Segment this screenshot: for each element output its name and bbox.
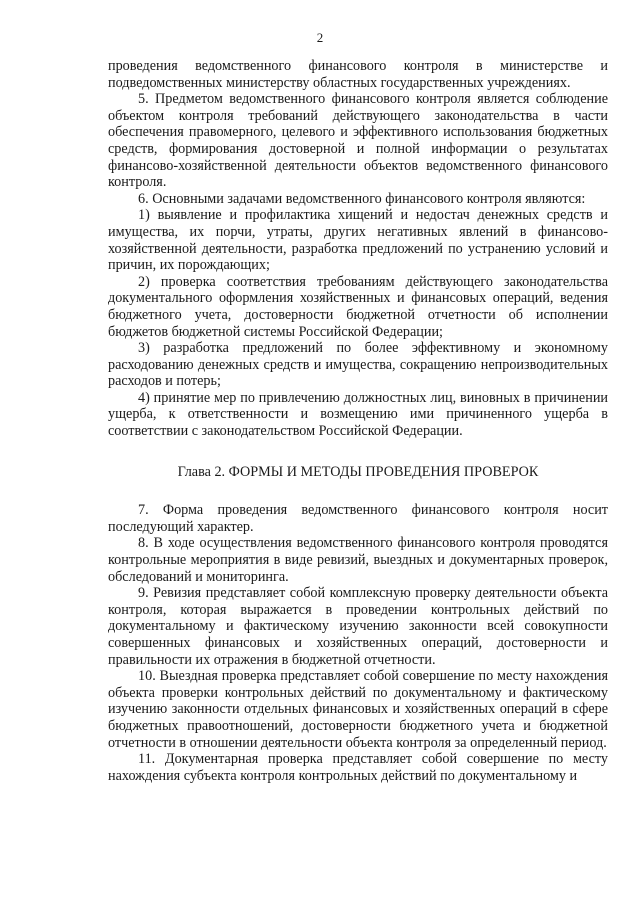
chapter-heading: Глава 2. ФОРМЫ И МЕТОДЫ ПРОВЕДЕНИЯ ПРОВЕРОК <box>177 463 539 480</box>
paragraph-item-5: 5. Предметом ведомственного финансового контроля является соблюдение объектом контроля требований действующего законодательства в части обеспечения правомерного, целевого и эффективного использования бюджетных средств, формирования достоверной и полной информации о результатах финансово-хозяйственной деятельности объектов ведомственного финансового контроля. <box>108 91 608 191</box>
paragraph-item-7: 7. Форма проведения ведомственного финансового контроля носит последующий характер. <box>108 502 608 535</box>
paragraph-item-6: 6. Основными задачами ведомственного финансового контроля являются: <box>138 190 586 207</box>
list-item-6-1: 1) выявление и профилактика хищений и недостач денежных средств и имущества, их порчи, утраты, других негативных явлений в финансово-хозяйственной деятельности, разработка предложений по устранению условий и причин, их порождающих; <box>108 207 608 274</box>
paragraph-item-10: 10. Выездная проверка представляет собой совершение по месту нахождения объекта проверки контрольных действий по документальному и фактическому изучению законности отдельных финансовых и хозяйственных операций в сфере бюджетных правоотношений, достоверности бюджетного учета и бюджетной отчетности в отношении деятельности объекта контроля за определенный период. <box>108 668 608 751</box>
page-number: 2 <box>316 30 324 45</box>
list-item-6-4: 4) принятие мер по привлечению должностных лиц, виновных в причинении ущерба, к ответственности и возмещению ими причиненного ущерба в соответствии с законодательством Российской Федерации. <box>108 389 608 440</box>
section-chapter-2 <box>108 502 608 784</box>
paragraph-item-9: 9. Ревизия представляет собой комплексную проверку деятельности объекта контроля, которая выражается в проведении контрольных действий по документальному и фактическому изучению законности всей совокупности совершенных финансовых и хозяйственных операций, достоверности и правильности их отражения в бюджетной отчетности. <box>108 585 608 668</box>
paragraph: проведения ведомственного финансового контроля в министерстве и подведомственных министерству областных государственных учреждениях. <box>108 58 608 91</box>
list-item-6-2: 2) проверка соответствия требованиям действующего законодательства документального оформления хозяйственных и финансовых операций, ведения бюджетного учета, достоверности бюджетной отчетности об исполнении бюджетов бюджетной системы Российской Федерации; <box>108 273 608 340</box>
paragraph-item-8: 8. В ходе осуществления ведомственного финансового контроля проводятся контрольные мероприятия в виде ревизий, выездных и документарных проверок, обследований и мониторинга. <box>108 535 608 585</box>
section-intro <box>108 58 608 440</box>
list-item-6-3: 3) разработка предложений по более эффективному и экономному расходованию денежных средств и имущества, сокращению непроизводительных расходов и потерь; <box>108 340 608 390</box>
paragraph-item-11: 11. Документарная проверка представляет собой совершение по месту нахождения субъекта контроля контрольных действий по документальному и <box>108 751 608 784</box>
